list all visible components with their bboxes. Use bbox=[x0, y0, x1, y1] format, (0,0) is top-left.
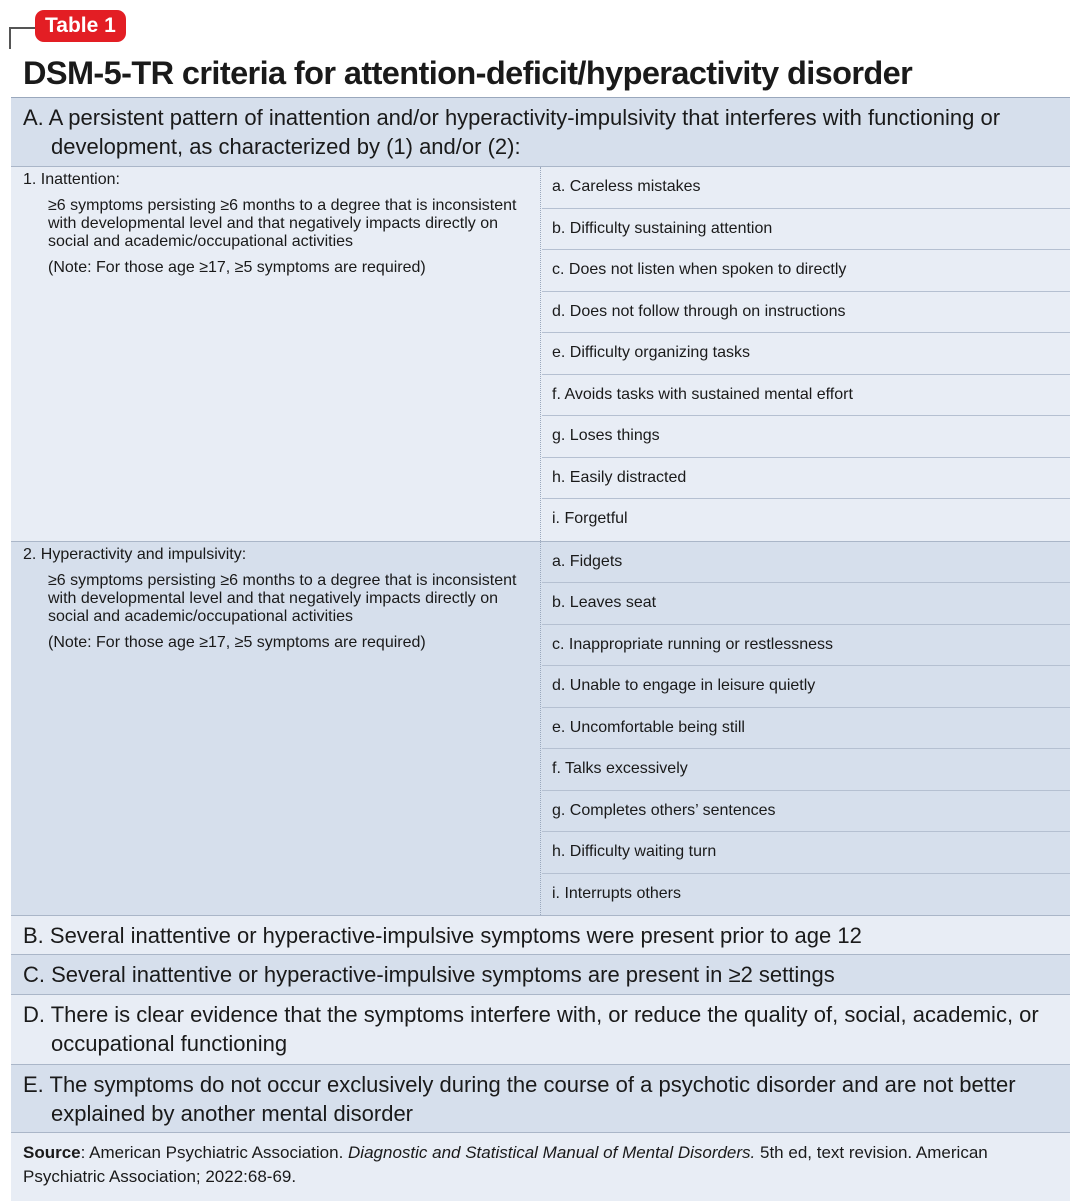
hyperactivity-symptom: c. Inappropriate running or restlessness bbox=[542, 625, 1070, 667]
inattention-symptom-list bbox=[541, 167, 1070, 541]
hyperactivity-label: 2. Hyperactivity and impulsivity: bbox=[23, 545, 247, 563]
criterion-c-row bbox=[11, 955, 1070, 995]
inattention-symptom: g. Loses things bbox=[542, 416, 1070, 458]
inattention-criteria bbox=[11, 167, 541, 541]
inattention-symptom: e. Difficulty organizing tasks bbox=[542, 333, 1070, 375]
inattention-symptom: d. Does not follow through on instructions bbox=[542, 292, 1070, 334]
inattention-description: ≥6 symptoms persisting ≥6 months to a degree that is inconsistent with developmental level and that negatively impacts directly on social and academic/occupational activities bbox=[48, 197, 517, 250]
inattention-note: (Note: For those age ≥17, ≥5 symptoms are required) bbox=[48, 259, 426, 276]
hyperactivity-description: ≥6 symptoms persisting ≥6 months to a degree that is inconsistent with developmental level and that negatively impacts directly on social and academic/occupational activities bbox=[48, 571, 517, 625]
hyperactivity-symptom: g. Completes others’ sentences bbox=[542, 791, 1070, 833]
hyperactivity-symptom-list bbox=[541, 542, 1070, 916]
hyperactivity-symptom: e. Uncomfortable being still bbox=[542, 708, 1070, 750]
source-text-1: : American Psychiatric Association. bbox=[80, 1143, 349, 1162]
hyperactivity-symptom: f. Talks excessively bbox=[542, 749, 1070, 791]
hyperactivity-symptom: d. Unable to engage in leisure quietly bbox=[542, 666, 1070, 708]
inattention-symptom: h. Easily distracted bbox=[542, 458, 1070, 500]
hyperactivity-section bbox=[11, 542, 1070, 917]
source-book-title: Diagnostic and Statistical Manual of Mental Disorders. bbox=[348, 1143, 756, 1162]
criterion-a-text: A. A persistent pattern of inattention and/or hyperactivity-impulsivity that interferes with functioning or development, as characterized by (1) and/or (2): bbox=[23, 105, 1001, 159]
corner-bracket bbox=[9, 27, 35, 49]
inattention-section bbox=[11, 167, 1070, 542]
hyperactivity-symptom: b. Leaves seat bbox=[542, 583, 1070, 625]
hyperactivity-symptom: i. Interrupts others bbox=[552, 884, 681, 902]
table-tag: Table 1 bbox=[35, 10, 126, 42]
criterion-a-row bbox=[11, 98, 1070, 167]
source-note bbox=[11, 1133, 1070, 1201]
inattention-symptom: b. Difficulty sustaining attention bbox=[542, 209, 1070, 251]
criterion-b-text: B. Several inattentive or hyperactive-impulsive symptoms were present prior to age 12 bbox=[23, 923, 862, 948]
source-label: Source bbox=[23, 1143, 81, 1162]
criterion-d-row bbox=[11, 995, 1070, 1065]
inattention-symptom: c. Does not listen when spoken to directly bbox=[542, 250, 1070, 292]
inattention-symptom: f. Avoids tasks with sustained mental effort bbox=[542, 375, 1070, 417]
criterion-c-text: C. Several inattentive or hyperactive-impulsive symptoms are present in ≥2 settings bbox=[23, 962, 835, 987]
inattention-symptom: i. Forgetful bbox=[552, 510, 628, 527]
page-title: DSM-5-TR criteria for attention-deficit/hyperactivity disorder bbox=[23, 55, 913, 91]
criterion-d-text: D. There is clear evidence that the symptoms interfere with, or reduce the quality of, social, academic, or occupational functioning bbox=[23, 1002, 1039, 1056]
hyperactivity-criteria bbox=[11, 542, 541, 916]
hyperactivity-symptom: h. Difficulty waiting turn bbox=[542, 832, 1070, 874]
source-text-2: 5th ed, text revision. American Psychiatric Association; 2022:68-69. bbox=[23, 1143, 988, 1186]
hyperactivity-symptom: a. Fidgets bbox=[542, 542, 1070, 584]
criterion-e-text: E. The symptoms do not occur exclusively during the course of a psychotic disorder and are not better explained by another mental disorder bbox=[23, 1072, 1016, 1126]
criteria-table bbox=[11, 97, 1070, 1201]
criterion-b-row bbox=[11, 916, 1070, 955]
inattention-symptom: a. Careless mistakes bbox=[542, 167, 1070, 209]
criterion-e-row bbox=[11, 1065, 1070, 1133]
hyperactivity-note: (Note: For those age ≥17, ≥5 symptoms are required) bbox=[48, 633, 426, 651]
inattention-label: 1. Inattention: bbox=[23, 171, 120, 188]
